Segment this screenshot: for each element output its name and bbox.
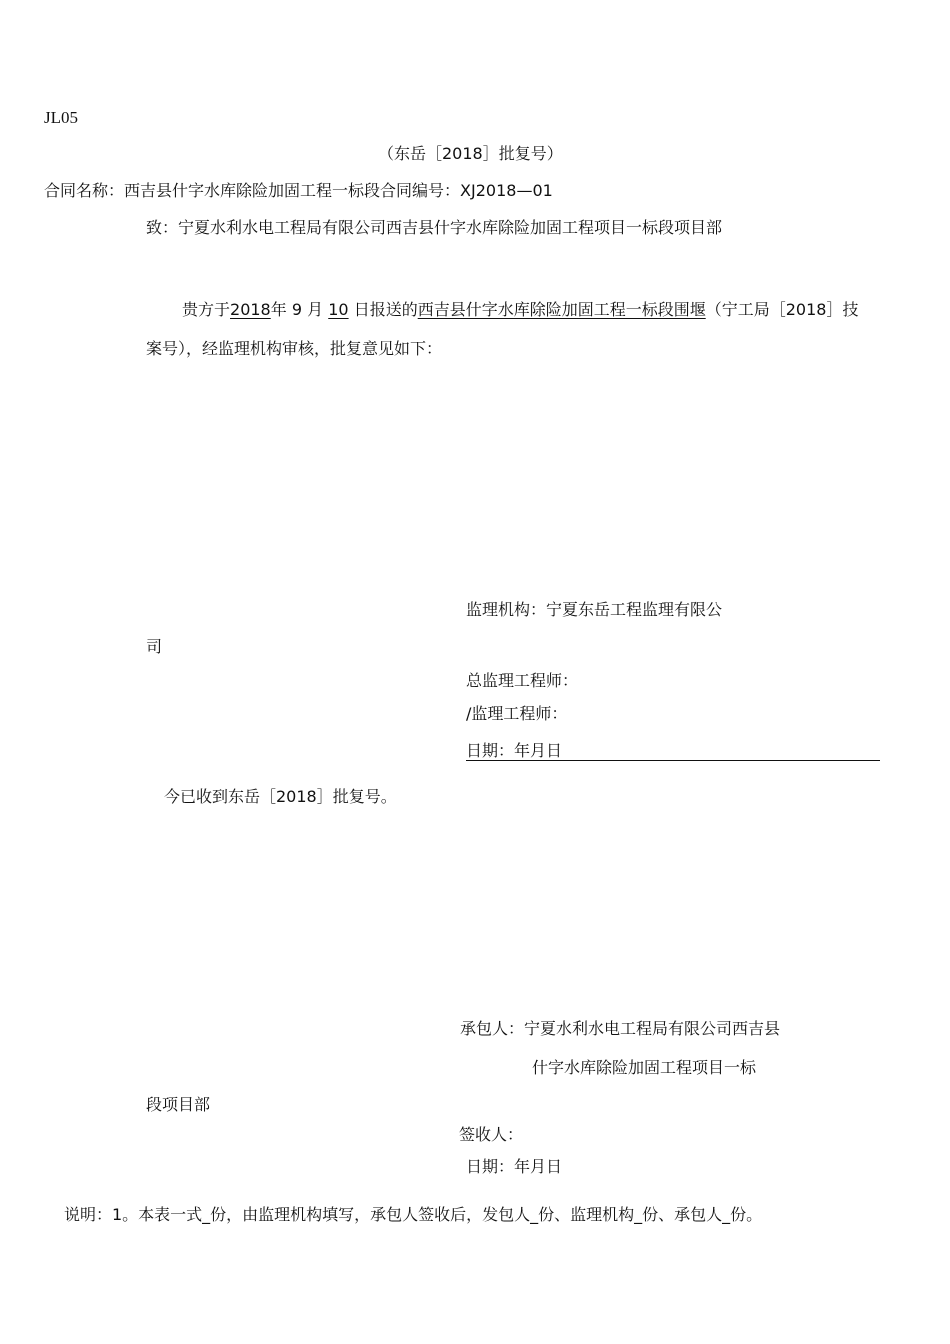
body-ref-doc: （宁工局［2018］技 <box>705 300 859 319</box>
addressee: 致：宁夏水利水电工程局有限公司西吉县什字水库除险加固工程项目一标段项目部 <box>146 218 723 237</box>
contractor-line1: 承包人：宁夏水利水电工程局有限公司西吉县 <box>460 1019 781 1038</box>
contract-number-label: 合同编号： <box>380 181 461 200</box>
body-year-unit: 年 <box>270 300 287 319</box>
body-prefix: 贵方于 <box>182 300 231 319</box>
chief-engineer-label: 总监理工程师： <box>466 671 579 690</box>
supervisor-date: 日期：年月日 <box>466 741 563 760</box>
body-line-1 <box>182 302 858 318</box>
body-month-unit: 月 <box>307 300 324 319</box>
signer-label: 签收人： <box>459 1125 524 1144</box>
contractor-date: 日期：年月日 <box>466 1157 563 1176</box>
contract-name-label: 合同名称： <box>44 181 125 200</box>
contract-name-value: 西吉县什字水库除险加固工程一标段 <box>124 181 381 200</box>
engineer-label: /监理工程师： <box>466 704 568 723</box>
body-year: 2018 <box>230 300 271 319</box>
signature-divider <box>466 760 880 761</box>
body-line-2: 案号），经监理机构审核，批复意见如下： <box>146 339 443 358</box>
document-number: （东岳［2018］批复号） <box>378 144 563 163</box>
body-day: 10 <box>328 300 349 319</box>
footnote: 说明：1。本表一式_份，由监理机构填写，承包人签收后，发包人_份、监理机构_份、承包人_份。 <box>64 1205 763 1224</box>
contractor-line3: 段项目部 <box>146 1095 211 1114</box>
supervisor-org-line1: 监理机构：宁夏东岳工程监理有限公 <box>466 600 723 619</box>
contractor-line2: 什字水库除险加固工程项目一标 <box>532 1058 757 1077</box>
body-project-subject: 西吉县什字水库除险加固工程一标段围堰 <box>417 300 706 319</box>
contract-line <box>44 183 553 199</box>
body-month: 9 <box>291 300 303 319</box>
form-code: JL05 <box>44 108 78 127</box>
body-day-unit: 日报送的 <box>353 300 418 319</box>
receipt-note: 今已收到东岳［2018］批复号。 <box>164 787 397 806</box>
contract-number-value: XJ2018—01 <box>460 181 553 200</box>
supervisor-org-line2: 司 <box>146 637 163 656</box>
